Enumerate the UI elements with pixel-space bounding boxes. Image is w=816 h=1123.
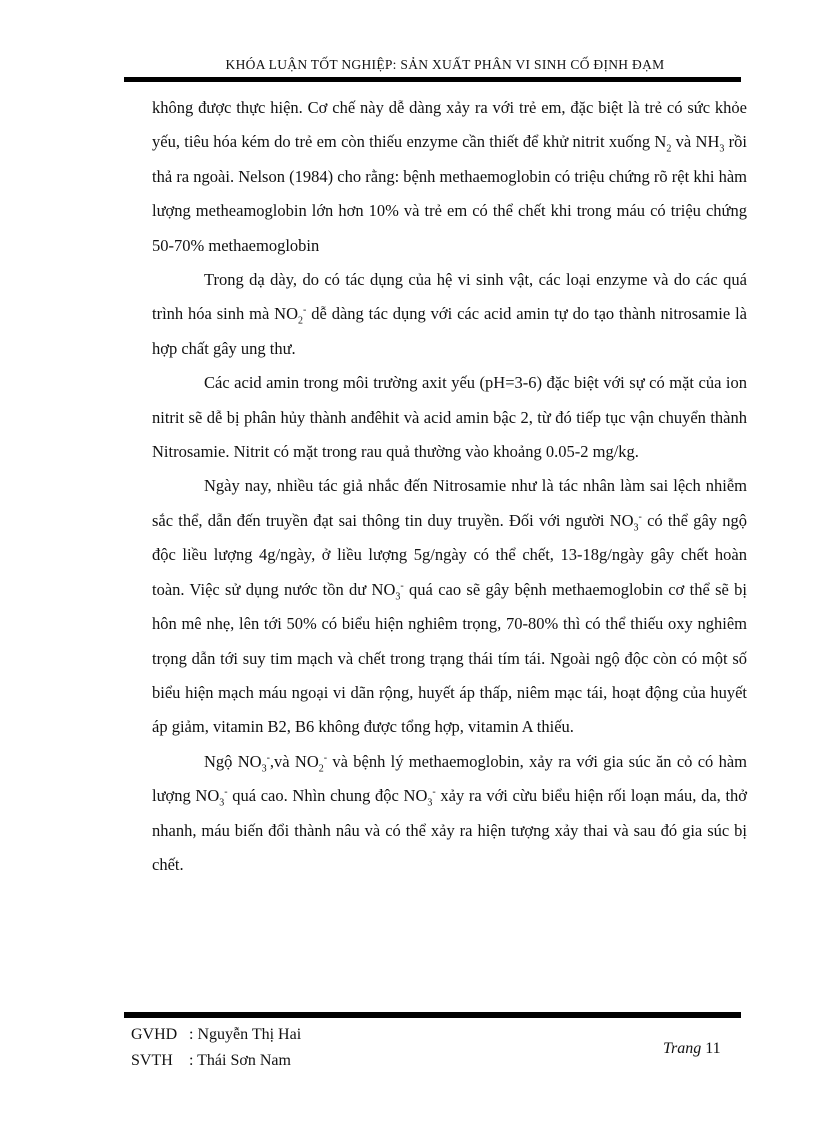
page-number [663, 1040, 721, 1058]
svth-label: SVTH [131, 1052, 173, 1069]
paragraph-3: Các acid amin trong môi trường axit yếu (pH=3-6) đặc biệt với sự có mặt của ion nitrit sẽ dễ bị phân hủy thành anđêhit và acid amin bậc 2, từ đó tiếp tục vận chuyển thành Nitrosamie. Nitrit có mặt trong rau quả thường vào khoảng 0.05-2 mg/kg. [152, 373, 747, 462]
footer-gvhd-row [131, 1022, 301, 1048]
page-number-value: 11 [705, 1040, 721, 1057]
svth-value: : Thái Sơn Nam [189, 1052, 291, 1069]
page-label: Trang [663, 1040, 702, 1057]
gvhd-label: GVHD [131, 1026, 178, 1043]
document-body [152, 91, 747, 882]
footer-credits [131, 1022, 301, 1074]
header-rule [124, 77, 741, 82]
footer-svth-row [131, 1048, 301, 1074]
paragraph-4: Ngày nay, nhiều tác giả nhắc đến Nitrosamie như là tác nhân làm sai lệch nhiễm sắc thể, dẫn đến truyền đạt sai thông tin duy truyền. Đối với người $NO_3^-$ có thể gây ngộ độc liều lượng 4g/ngày, ở liều lượng 5g/ngày có thể chết, 13-18g/ngày gây chết hoàn toàn. Việc sử dụng nước tồn dư $NO_3^-$ quá cao sẽ gây bệnh methaemoglobin cơ thể sẽ bị hôn mê nhẹ, lên tới 50% có biểu hiện nghiêm trọng, 70-80% thì có thể thiếu oxy nghiêm trọng dẫn tới suy tim mạch và chết trong trạng thái tím tái. Ngoài ngộ độc còn có một số biểu hiện mạch máu ngoại vi dãn rộng, huyết áp thấp, niêm mạc tái, hoạt động của huyết áp giảm, vitamin B2, B6 không được tổng hợp, vitamin A thiếu. [152, 476, 748, 737]
page-header: KHÓA LUẬN TỐT NGHIỆP: SẢN XUẤT PHÂN VI SINH CỐ ĐỊNH ĐẠM [225, 57, 665, 72]
gvhd-value: : Nguyễn Thị Hai [189, 1026, 302, 1043]
footer-rule [124, 1012, 741, 1018]
paragraph-2: Trong dạ dày, do có tác dụng của hệ vi sinh vật, các loại enzyme và do các quá trình hóa sinh mà $NO_2^-$ dễ dàng tác dụng với các acid amin tự do tạo thành nitrosamie là hợp chất gây ung thư. [152, 270, 747, 358]
paragraph-1: không được thực hiện. Cơ chế này dễ dàng xảy ra với trẻ em, đặc biệt là trẻ có sức khỏe yếu, tiêu hóa kém do trẻ em còn thiếu enzyme cần thiết để khử nitrit xuống $N_2$ và $NH_3$ rồi thả ra ngoài. Nelson (1984) cho rằng: bệnh methaemoglobin có triệu chứng rõ rệt khi hàm lượng metheamoglobin lớn hơn 10% và trẻ em có thể chết khi trong máu có triệu chứng 50-70% methaemoglobin [152, 98, 748, 255]
paragraph-5: Ngộ $NO_3^-,và$ $NO_2^-$ và bệnh lý methaemoglobin, xảy ra với gia súc ăn cỏ có hàm lượng $NO_3^-$ quá cao. Nhìn chung độc $NO_3^-$ xảy ra với cừu biểu hiện rối loạn máu, da, thở nhanh, máu biến đổi thành nâu và có thể xảy ra hiện tượng xảy thai và sau đó gia súc bị chết. [152, 751, 748, 874]
